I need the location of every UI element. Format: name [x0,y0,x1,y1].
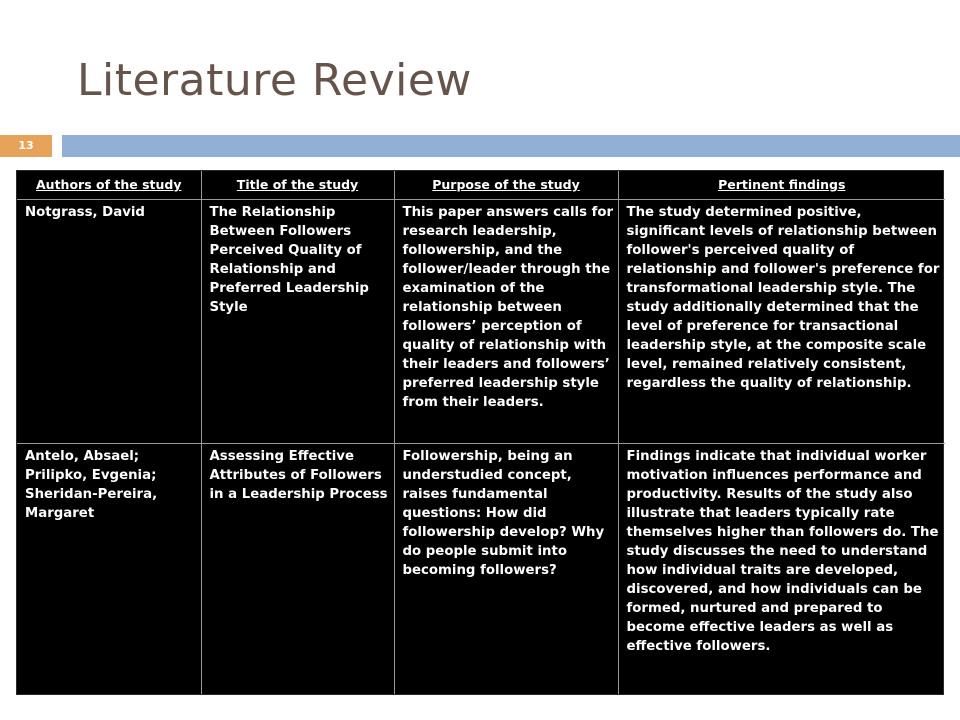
cell-purpose: Followership, being an understudied concept, raises fundamental questions: How did followership develop? Why do people submit into becoming followers? [394,444,618,695]
column-header-purpose: Purpose of the study [394,171,618,200]
header-accent-bar [62,135,960,157]
column-header-findings: Pertinent findings [618,171,945,200]
slide-number-badge: 13 [0,135,52,157]
slide-title: Literature Review [77,55,472,106]
cell-authors: Antelo, Absael; Prilipko, Evgenia; Sheridan-Pereira, Margaret [17,444,201,695]
column-header-authors: Authors of the study [17,171,201,200]
cell-findings: The study determined positive, significant levels of relationship between follower's perceived quality of relationship and follower's preference for transformational leadership style. The study additionally determined that the level of preference for transactional leadership style, at the composite scale level, remained relatively consistent, regardless the quality of relationship. [618,200,945,444]
literature-table [17,171,945,694]
table-row [17,200,945,444]
table-row [17,444,945,695]
cell-title: Assessing Effective Attributes of Followers in a Leadership Process [201,444,394,695]
cell-findings: Findings indicate that individual worker motivation influences performance and productivity. Results of the study also illustrate that leaders typically rate themselves higher than followers do. The study discusses the need to understand how individual traits are developed, discovered, and how individuals can be formed, nurtured and prepared to become effective leaders as well as effective followers. [626,449,939,654]
cell-title: The Relationship Between Followers Perceived Quality of Relationship and Preferred Leadership Style [201,200,394,444]
table-header-row [17,171,945,200]
column-header-title: Title of the study [201,171,394,200]
literature-table-container [16,170,944,695]
cell-purpose: This paper answers calls for research leadership, followership, and the follower/leader through the examination of the relationship between followers’ perception of quality of relationship with their leaders and followers’ preferred leadership style from their leaders. [394,200,618,444]
cell-authors: Notgrass, David [17,200,201,444]
